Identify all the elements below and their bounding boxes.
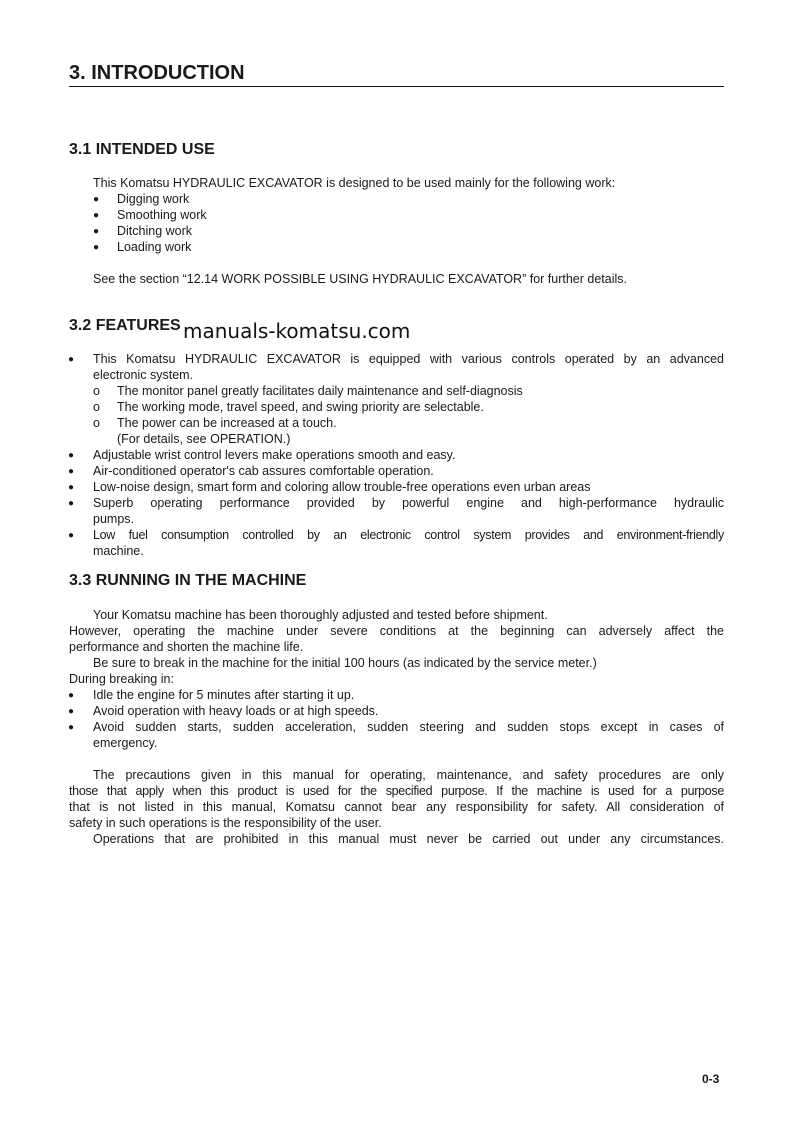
section-heading-running-in: 3.3 RUNNING IN THE MACHINE [69, 572, 307, 589]
bullet-icon: ● [68, 354, 75, 365]
list-item: Loading work [117, 240, 192, 254]
feature-item: Low fuel consumption controlled by an electronic control system provides and environment-friendly [93, 528, 724, 542]
feature-item-cont: machine. [93, 544, 144, 558]
feature-item: Low-noise design, smart form and coloring allow trouble-free operations even urban areas [93, 480, 591, 494]
feature-item: This Komatsu HYDRAULIC EXCAVATOR is equipped with various controls operated by an advanced [93, 352, 724, 366]
intended-use-intro: This Komatsu HYDRAULIC EXCAVATOR is designed to be used mainly for the following work: [93, 176, 616, 190]
feature-item: Adjustable wrist control levers make operations smooth and easy. [93, 448, 456, 462]
section-heading-intended-use: 3.1 INTENDED USE [69, 141, 215, 158]
paragraph-line: Your Komatsu machine has been thoroughly adjusted and tested before shipment. [93, 608, 548, 622]
paragraph-line: those that apply when this product is used for the specified purpose. If the machine is used for a purpose [69, 784, 724, 798]
bullet-icon: ● [68, 450, 75, 461]
bullet-icon: ● [68, 530, 75, 541]
feature-item-cont: pumps. [93, 512, 134, 526]
paragraph-line: Operations that are prohibited in this manual must never be carried out under any circumstances. [93, 832, 724, 846]
list-item: Idle the engine for 5 minutes after starting it up. [93, 688, 355, 702]
paragraph-line: Be sure to break in the machine for the initial 100 hours (as indicated by the service meter.) [93, 656, 597, 670]
sub-item: The monitor panel greatly facilitates daily maintenance and self-diagnosis [117, 384, 523, 398]
sub-marker: o [93, 416, 100, 430]
bullet-icon: ● [68, 482, 75, 493]
bullet-icon: ● [68, 706, 75, 717]
paragraph-line: performance and shorten the machine life. [69, 640, 304, 654]
list-item-cont: emergency. [93, 736, 158, 750]
paragraph-line: During breaking in: [69, 672, 174, 686]
paragraph-line: However, operating the machine under severe conditions at the beginning can adversely affect the [69, 624, 724, 638]
bullet-icon: ● [68, 466, 75, 477]
list-item: Smoothing work [117, 208, 207, 222]
bullet-icon: ● [93, 226, 100, 237]
bullet-icon: ● [68, 722, 75, 733]
paragraph-line: that is not listed in this manual, Komatsu cannot bear any responsibility for safety. All consideration of [69, 800, 724, 814]
bullet-icon: ● [93, 210, 100, 221]
sub-marker: o [93, 400, 100, 414]
sub-item: The working mode, travel speed, and swing priority are selectable. [117, 400, 484, 414]
paragraph-line: The precautions given in this manual for operating, maintenance, and safety procedures are only [93, 768, 724, 782]
sub-marker: o [93, 384, 100, 398]
list-item: Avoid operation with heavy loads or at high speeds. [93, 704, 379, 718]
page-number: 0-3 [702, 1072, 720, 1086]
paragraph-line: safety in such operations is the responsibility of the user. [69, 816, 382, 830]
bullet-icon: ● [93, 242, 100, 253]
list-item: Avoid sudden starts, sudden acceleration, sudden steering and sudden stops except in cases of [93, 720, 724, 734]
list-item: Ditching work [117, 224, 193, 238]
feature-item: Superb operating performance provided by powerful engine and high-performance hydraulic [93, 496, 724, 510]
bullet-icon: ● [68, 498, 75, 509]
bullet-icon: ● [68, 690, 75, 701]
sub-item: The power can be increased at a touch. [117, 416, 337, 430]
chapter-title: 3. INTRODUCTION [69, 62, 724, 87]
feature-item: Air-conditioned operator's cab assures comfortable operation. [93, 464, 434, 478]
list-item: Digging work [117, 192, 190, 206]
sub-item-cont: (For details, see OPERATION.) [117, 432, 291, 446]
watermark-text: manuals-komatsu.com [183, 319, 411, 343]
see-section-note: See the section “12.14 WORK POSSIBLE USING HYDRAULIC EXCAVATOR” for further details. [93, 272, 627, 286]
feature-item-cont: electronic system. [93, 368, 194, 382]
bullet-icon: ● [93, 194, 100, 205]
section-heading-features: 3.2 FEATURES [69, 317, 181, 334]
